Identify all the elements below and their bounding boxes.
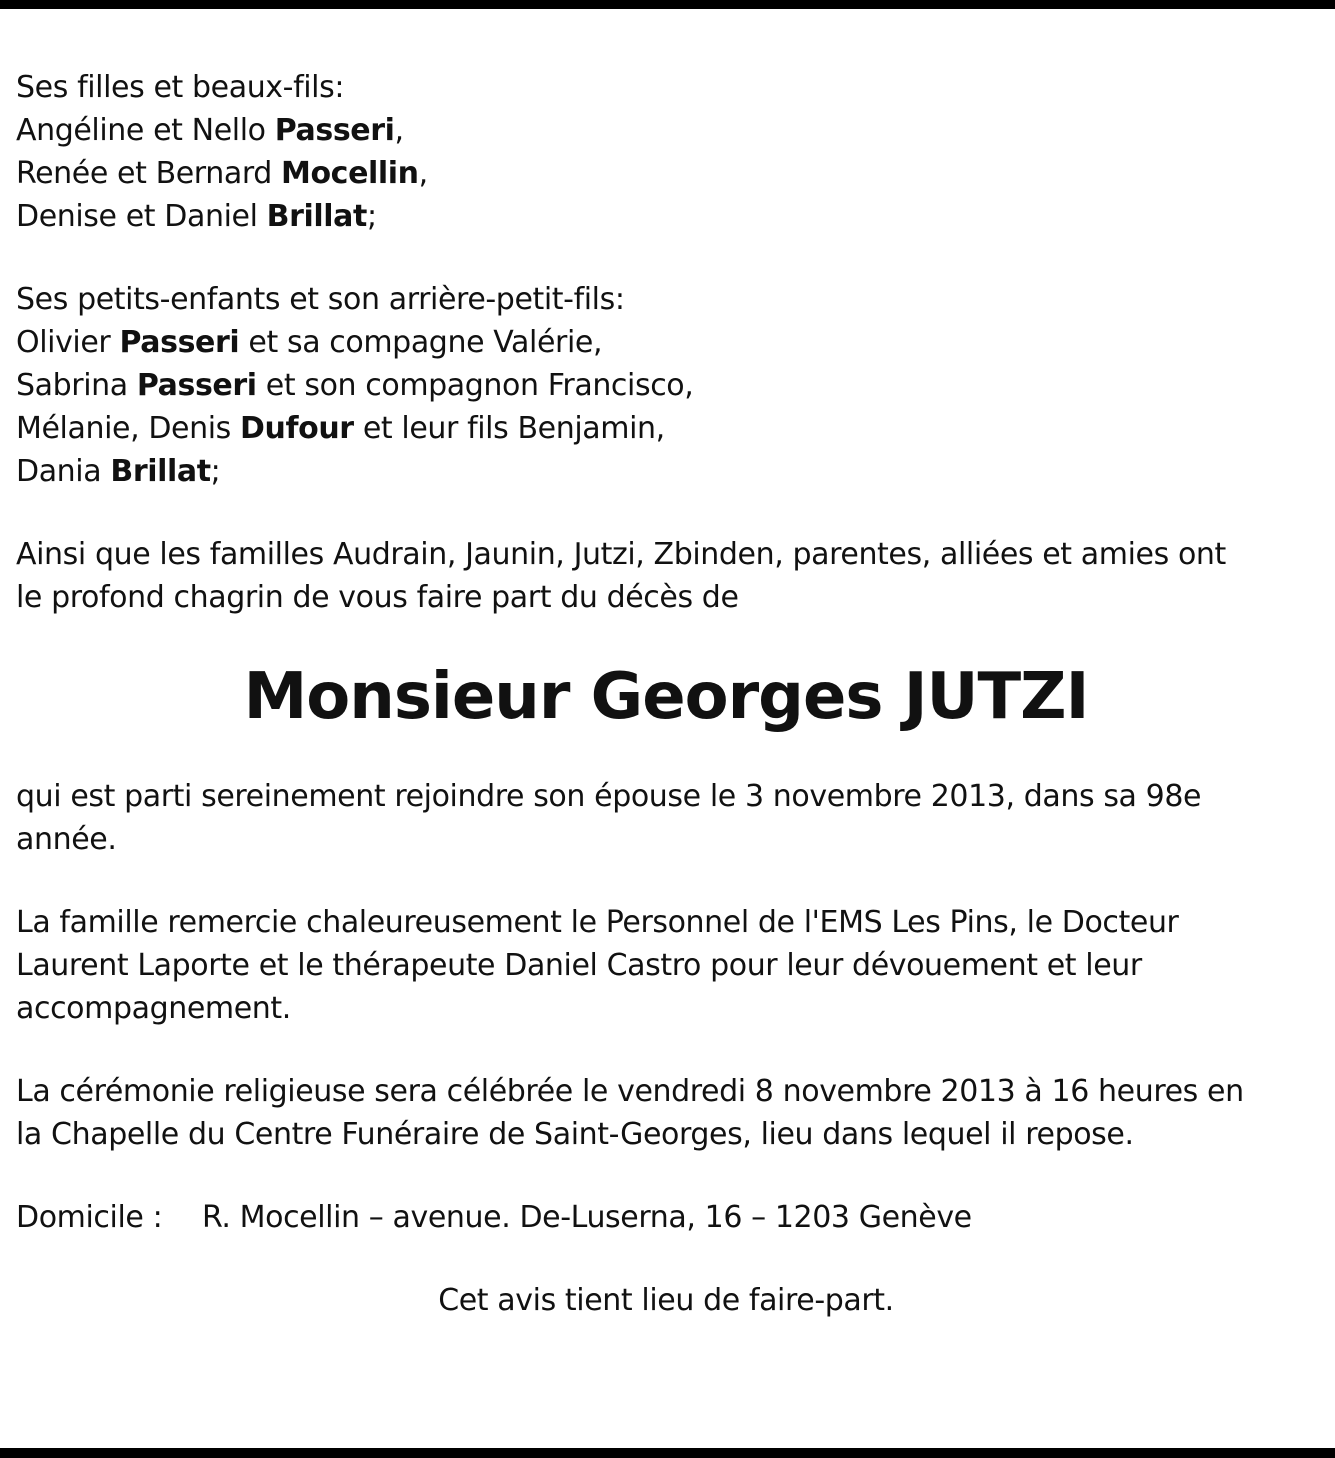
top-border-rule <box>0 0 1335 9</box>
family-name: Passeri <box>119 325 240 360</box>
family-name: Brillat <box>266 199 367 234</box>
given-names: Sabrina <box>16 368 137 403</box>
domicile-address: R. Mocellin – avenue. De-Luserna, 16 – 1203 Genève <box>202 1200 972 1235</box>
given-names: Renée et Bernard <box>16 156 282 191</box>
spacer <box>16 238 1316 278</box>
families-line-2: le profond chagrin de vous faire part du décès de <box>16 580 739 615</box>
grandchildren-section <box>16 278 1316 493</box>
obituary-notice <box>16 66 1316 1322</box>
passing-line-1: qui est parti sereinement rejoindre son épouse le 3 novembre 2013, dans sa 98e <box>16 779 1202 814</box>
family-line <box>16 364 1316 407</box>
family-line <box>16 195 1316 238</box>
bottom-border-rule <box>0 1448 1335 1458</box>
line-suffix: et leur fils Benjamin, <box>353 411 665 446</box>
grandchildren-heading: Ses petits-enfants et son arrière-petit-fils: <box>16 282 625 317</box>
family-line <box>16 321 1316 364</box>
families-line-1: Ainsi que les familles Audrain, Jaunin, Jutzi, Zbinden, parentes, alliées et amies ont <box>16 537 1226 572</box>
family-line <box>16 407 1316 450</box>
given-names: Dania <box>16 454 111 489</box>
thanks-line-1: La famille remercie chaleureusement le Personnel de l'EMS Les Pins, le Docteur <box>16 905 1179 940</box>
family-name: Dufour <box>240 411 354 446</box>
closing-note: Cet avis tient lieu de faire-part. <box>438 1283 894 1318</box>
given-names: Olivier <box>16 325 120 360</box>
given-names: Mélanie, Denis <box>16 411 241 446</box>
spacer <box>16 861 1316 901</box>
family-line <box>16 109 1316 152</box>
given-names: Denise et Daniel <box>16 199 267 234</box>
thanks-line-3: accompagnement. <box>16 991 291 1026</box>
domicile-line <box>16 1196 1316 1239</box>
passing-line-2: année. <box>16 822 117 857</box>
line-suffix: , <box>394 113 404 148</box>
ceremony-line-2: la Chapelle du Centre Funéraire de Saint-Georges, lieu dans lequel il repose. <box>16 1117 1134 1152</box>
families-announcement <box>16 533 1316 619</box>
family-name: Passeri <box>274 113 395 148</box>
spacer <box>16 493 1316 533</box>
daughters-section <box>16 66 1316 238</box>
line-suffix: et sa compagne Valérie, <box>239 325 603 360</box>
line-suffix: , <box>418 156 428 191</box>
ceremony-paragraph <box>16 1070 1316 1156</box>
daughters-heading: Ses filles et beaux-fils: <box>16 70 345 105</box>
line-suffix: et son compagnon Francisco, <box>256 368 694 403</box>
thanks-paragraph <box>16 901 1316 1030</box>
line-suffix: ; <box>210 454 221 489</box>
domicile-label: Domicile : <box>16 1200 163 1235</box>
family-line <box>16 450 1316 493</box>
family-name: Passeri <box>136 368 257 403</box>
line-suffix: ; <box>366 199 377 234</box>
family-name: Mocellin <box>281 156 419 191</box>
ceremony-line-1: La cérémonie religieuse sera célébrée le vendredi 8 novembre 2013 à 16 heures en <box>16 1074 1244 1109</box>
spacer <box>16 1156 1316 1196</box>
family-line <box>16 152 1316 195</box>
deceased-name: Monsieur Georges JUTZI <box>243 660 1089 734</box>
passing-paragraph <box>16 775 1316 861</box>
given-names: Angéline et Nello <box>16 113 275 148</box>
spacer <box>16 1030 1316 1070</box>
family-name: Brillat <box>110 454 211 489</box>
thanks-line-2: Laurent Laporte et le thérapeute Daniel Castro pour leur dévouement et leur <box>16 948 1142 983</box>
